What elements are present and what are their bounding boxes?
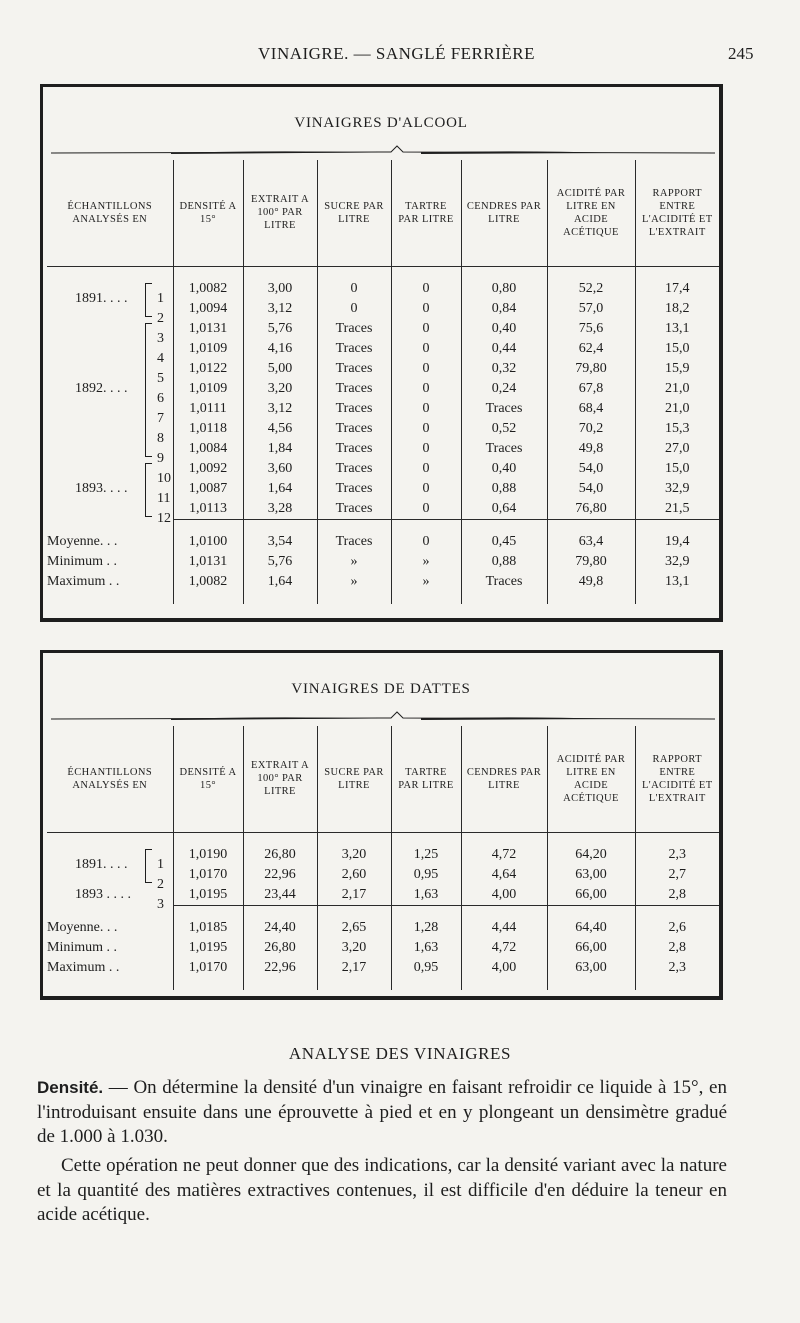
ratio-cell: 18,2 [635, 299, 719, 319]
sugar-cell: 0 [317, 279, 391, 299]
year-label: 1891. . . . [75, 290, 128, 306]
sugar-cell: 2,65 [317, 918, 391, 938]
sample-number: 6 [157, 390, 164, 406]
tartar-cell: 0 [391, 419, 461, 439]
table-row [47, 885, 719, 906]
ratio-cell: 15,3 [635, 419, 719, 439]
col-header-ash: CENDRES PAR LITRE [461, 726, 547, 832]
tartar-cell: 1,63 [391, 938, 461, 958]
spacer-row [47, 905, 719, 918]
acidity-cell: 62,4 [547, 339, 635, 359]
extract-cell: 3,12 [243, 399, 317, 419]
summary-row [47, 572, 719, 592]
sample-number: 10 [157, 470, 171, 486]
sample-number: 12 [157, 510, 171, 526]
ratio-cell: 21,0 [635, 379, 719, 399]
spacer-cell [391, 978, 461, 990]
extract-cell: 26,80 [243, 938, 317, 958]
density-cell: 1,0109 [173, 339, 243, 359]
ash-cell: 0,44 [461, 339, 547, 359]
extract-cell: 1,64 [243, 479, 317, 499]
spacer-cell [547, 592, 635, 604]
density-cell: 1,0170 [173, 865, 243, 885]
sample-cell [47, 499, 173, 526]
table-row [47, 459, 719, 479]
density-cell: 1,0190 [173, 845, 243, 865]
tartar-cell: 0,95 [391, 958, 461, 978]
summary-label: Moyenne. . . [47, 919, 118, 935]
sample-cell [47, 379, 173, 406]
ash-cell: 0,80 [461, 279, 547, 299]
spacer-cell [461, 905, 547, 918]
ash-cell: 4,44 [461, 918, 547, 938]
ratio-cell: 15,0 [635, 339, 719, 359]
ash-cell: 0,64 [461, 499, 547, 520]
paragraph-density [37, 1076, 727, 1150]
col-header-ash: CENDRES PAR LITRE [461, 160, 547, 266]
acidity-cell: 49,8 [547, 572, 635, 592]
spacer-cell [243, 832, 317, 845]
tartar-cell: 0 [391, 479, 461, 499]
ratio-cell: 21,5 [635, 499, 719, 520]
sugar-cell: Traces [317, 419, 391, 439]
extract-cell: 26,80 [243, 845, 317, 865]
summary-row [47, 958, 719, 978]
sample-number: 1 [157, 856, 164, 872]
ash-cell: Traces [461, 399, 547, 419]
sugar-cell: Traces [317, 459, 391, 479]
spacer-cell [317, 592, 391, 604]
ratio-cell: 15,9 [635, 359, 719, 379]
ratio-cell: 2,8 [635, 885, 719, 906]
decorative-swell-rule [51, 145, 715, 159]
sample-number: 8 [157, 430, 164, 446]
density-cell: 1,0087 [173, 479, 243, 499]
spacer-cell [391, 832, 461, 845]
acidity-cell: 54,0 [547, 459, 635, 479]
spacer-cell [547, 832, 635, 845]
tartar-cell: 0 [391, 459, 461, 479]
sugar-cell: Traces [317, 379, 391, 399]
extract-cell: 3,12 [243, 299, 317, 319]
spacer-cell [47, 519, 173, 532]
density-cell: 1,0109 [173, 379, 243, 399]
sugar-cell: 3,20 [317, 938, 391, 958]
summary-row [47, 532, 719, 552]
spacer-cell [47, 905, 173, 918]
tartar-cell: 0,95 [391, 865, 461, 885]
tartar-cell: 0 [391, 399, 461, 419]
ash-cell: 4,00 [461, 885, 547, 906]
spacer-cell [243, 519, 317, 532]
col-header-density: DENSITÉ A 15° [173, 726, 243, 832]
running-title: VINAIGRE. — SANGLÉ FERRIÈRE [258, 44, 535, 63]
ash-cell: 4,64 [461, 865, 547, 885]
table-row [47, 439, 719, 459]
ash-cell: 0,24 [461, 379, 547, 399]
sugar-cell: 2,60 [317, 865, 391, 885]
density-cell: 1,0131 [173, 319, 243, 339]
tartar-cell: » [391, 572, 461, 592]
density-cell: 1,0113 [173, 499, 243, 520]
date-vinegar-table [40, 650, 723, 1000]
spacer-cell [391, 905, 461, 918]
running-head [0, 44, 800, 68]
density-cell: 1,0094 [173, 299, 243, 319]
col-header-extract: EXTRAIT A 100° PAR LITRE [243, 160, 317, 266]
sugar-cell: 2,17 [317, 958, 391, 978]
col-header-sugar: SUCRE PAR LITRE [317, 726, 391, 832]
sample-cell [47, 459, 173, 496]
acidity-cell: 79,80 [547, 552, 635, 572]
year-label: 1892. . . . [75, 380, 128, 396]
spacer-cell [317, 978, 391, 990]
col-header-tartar: TARTRE PAR LITRE [391, 726, 461, 832]
table-row [47, 379, 719, 399]
spacer-row [47, 832, 719, 845]
spacer-cell [547, 905, 635, 918]
spacer-cell [173, 266, 243, 279]
col-header-sugar: SUCRE PAR LITRE [317, 160, 391, 266]
spacer-row [47, 978, 719, 990]
date-data-grid [47, 726, 719, 990]
paragraph-remark: Cette opération ne peut donner que des indications, car la densité variant avec la nature et la quantité des matières extractives contenues, il est difficile d'en déduire la teneur en acide acétique. [37, 1155, 727, 1225]
density-cell: 1,0082 [173, 279, 243, 299]
spacer-cell [547, 266, 635, 279]
extract-cell: 4,56 [243, 419, 317, 439]
col-header-ratio: RAPPORT ENTRE L'ACIDITÉ ET L'EXTRAIT [635, 726, 719, 832]
tartar-cell: 0 [391, 499, 461, 520]
extract-cell: 3,20 [243, 379, 317, 399]
ash-cell: Traces [461, 572, 547, 592]
extract-cell: 5,76 [243, 552, 317, 572]
ash-cell: 0,45 [461, 532, 547, 552]
sample-cell [47, 479, 173, 506]
summary-row [47, 552, 719, 572]
ratio-cell: 2,7 [635, 865, 719, 885]
table-row [47, 339, 719, 359]
spacer-cell [317, 832, 391, 845]
spacer-cell [461, 832, 547, 845]
ratio-cell: 2,6 [635, 918, 719, 938]
spacer-cell [635, 905, 719, 918]
spacer-cell [635, 978, 719, 990]
extract-cell: 3,60 [243, 459, 317, 479]
acidity-cell: 64,20 [547, 845, 635, 865]
summary-label: Maximum . . [47, 573, 120, 589]
sample-cell [47, 439, 173, 466]
sample-number: 7 [157, 410, 164, 426]
table-row [47, 319, 719, 339]
col-header-samples: ÉCHANTILLONS ANALYSÉS EN [47, 726, 173, 832]
tartar-cell: 1,28 [391, 918, 461, 938]
density-cell: 1,0084 [173, 439, 243, 459]
spacer-cell [391, 266, 461, 279]
spacer-cell [243, 905, 317, 918]
acidity-cell: 63,4 [547, 532, 635, 552]
sample-cell [47, 885, 173, 912]
sample-number: 2 [157, 876, 164, 892]
spacer-cell [47, 266, 173, 279]
table-row [47, 499, 719, 520]
acidity-cell: 75,6 [547, 319, 635, 339]
tartar-cell: » [391, 552, 461, 572]
acidity-cell: 67,8 [547, 379, 635, 399]
spacer-cell [635, 592, 719, 604]
spacer-cell [47, 592, 173, 604]
spacer-cell [317, 266, 391, 279]
summary-label: Moyenne. . . [47, 533, 118, 549]
extract-cell: 5,00 [243, 359, 317, 379]
spacer-cell [461, 592, 547, 604]
spacer-cell [243, 266, 317, 279]
sample-number: 1 [157, 290, 164, 306]
sample-cell [47, 299, 173, 326]
ash-cell: 0,84 [461, 299, 547, 319]
ratio-cell: 17,4 [635, 279, 719, 299]
sample-cell [47, 319, 173, 396]
ratio-cell: 13,1 [635, 319, 719, 339]
year-label: 1891. . . . [75, 856, 128, 872]
density-cell: 1,0092 [173, 459, 243, 479]
acidity-cell: 66,00 [547, 885, 635, 906]
sample-cell [47, 279, 173, 306]
spacer-cell [391, 519, 461, 532]
ratio-cell: 15,0 [635, 459, 719, 479]
extract-cell: 5,76 [243, 319, 317, 339]
spacer-cell [547, 519, 635, 532]
ash-cell: 4,72 [461, 845, 547, 865]
section-heading: ANALYSE DES VINAIGRES [288, 1044, 512, 1063]
year-label: 1893 . . . . [75, 886, 131, 902]
tartar-cell: 1,63 [391, 885, 461, 906]
extract-cell: 3,00 [243, 279, 317, 299]
extract-cell: 3,54 [243, 532, 317, 552]
spacer-cell [47, 978, 173, 990]
sugar-cell: 0 [317, 299, 391, 319]
table-row [47, 845, 719, 865]
ash-cell: 0,32 [461, 359, 547, 379]
sugar-cell: 2,17 [317, 885, 391, 906]
table-row [47, 279, 719, 299]
spacer-cell [173, 978, 243, 990]
ratio-cell: 2,3 [635, 845, 719, 865]
spacer-cell [317, 905, 391, 918]
acidity-cell: 70,2 [547, 419, 635, 439]
spacer-cell [317, 519, 391, 532]
tartar-cell: 0 [391, 532, 461, 552]
acidity-cell: 57,0 [547, 299, 635, 319]
sugar-cell: Traces [317, 532, 391, 552]
summary-row [47, 938, 719, 958]
sample-number: 11 [157, 490, 171, 506]
spacer-cell [243, 978, 317, 990]
table-row [47, 865, 719, 885]
acidity-cell: 79,80 [547, 359, 635, 379]
acidity-cell: 76,80 [547, 499, 635, 520]
summary-label: Minimum . . [47, 553, 118, 569]
acidity-cell: 54,0 [547, 479, 635, 499]
sample-number: 2 [157, 310, 164, 326]
spacer-cell [173, 832, 243, 845]
table-row [47, 479, 719, 499]
acidity-cell: 64,40 [547, 918, 635, 938]
col-header-samples: ÉCHANTILLONS ANALYSÉS EN [47, 160, 173, 266]
tartar-cell: 0 [391, 359, 461, 379]
density-cell: 1,0195 [173, 885, 243, 906]
sugar-cell: » [317, 572, 391, 592]
col-header-acidity: ACIDITÉ PAR LITRE EN ACIDE ACÉTIQUE [547, 726, 635, 832]
col-header-acidity: ACIDITÉ PAR LITRE EN ACIDE ACÉTIQUE [547, 160, 635, 266]
acidity-cell: 68,4 [547, 399, 635, 419]
summary-label: Minimum . . [47, 939, 118, 955]
spacer-cell [461, 519, 547, 532]
spacer-row [47, 519, 719, 532]
extract-cell: 1,64 [243, 572, 317, 592]
ratio-cell: 32,9 [635, 552, 719, 572]
ash-cell: 4,00 [461, 958, 547, 978]
sample-cell [47, 399, 173, 426]
ash-cell: 0,40 [461, 319, 547, 339]
page-number: 245 [728, 44, 754, 63]
acidity-cell: 63,00 [547, 958, 635, 978]
spacer-cell [173, 519, 243, 532]
ratio-cell: 2,8 [635, 938, 719, 958]
tartar-cell: 0 [391, 299, 461, 319]
sample-number: 4 [157, 350, 164, 366]
tartar-cell: 0 [391, 339, 461, 359]
spacer-cell [635, 519, 719, 532]
sugar-cell: Traces [317, 439, 391, 459]
spacer-row [47, 592, 719, 604]
density-cell: 1,0185 [173, 918, 243, 938]
ratio-cell: 27,0 [635, 439, 719, 459]
tartar-cell: 0 [391, 279, 461, 299]
col-header-density: DENSITÉ A 15° [173, 160, 243, 266]
ash-cell: 4,72 [461, 938, 547, 958]
density-cell: 1,0131 [173, 552, 243, 572]
summary-label: Maximum . . [47, 959, 120, 975]
extract-cell: 24,40 [243, 918, 317, 938]
extract-cell: 23,44 [243, 885, 317, 906]
spacer-cell [635, 832, 719, 845]
table-title: VINAIGRES D'ALCOOL [294, 115, 468, 131]
table-row [47, 299, 719, 319]
paragraph-text: — On détermine la densité d'un vinaigre en faisant refroidir ce liquide à 15°, en l'introduisant ensuite dans une éprouvette à pied et en y plongeant un densimètre gradué de 1.000 à 1.030. [37, 1077, 727, 1147]
sugar-cell: Traces [317, 339, 391, 359]
acidity-cell: 52,2 [547, 279, 635, 299]
sample-cell [47, 359, 173, 386]
spacer-row [47, 266, 719, 279]
density-cell: 1,0122 [173, 359, 243, 379]
sugar-cell: Traces [317, 499, 391, 520]
ratio-cell: 13,1 [635, 572, 719, 592]
extract-cell: 22,96 [243, 958, 317, 978]
tartar-cell: 0 [391, 439, 461, 459]
sugar-cell: 3,20 [317, 845, 391, 865]
spacer-cell [47, 832, 173, 845]
density-cell: 1,0195 [173, 938, 243, 958]
sample-number: 3 [157, 330, 164, 346]
sample-cell [47, 845, 173, 872]
summary-row [47, 918, 719, 938]
acidity-cell: 49,8 [547, 439, 635, 459]
table-row [47, 399, 719, 419]
sample-number: 5 [157, 370, 164, 386]
ash-cell: Traces [461, 439, 547, 459]
sugar-cell: » [317, 552, 391, 572]
spacer-cell [391, 592, 461, 604]
sugar-cell: Traces [317, 479, 391, 499]
tartar-cell: 0 [391, 379, 461, 399]
col-header-tartar: TARTRE PAR LITRE [391, 160, 461, 266]
col-header-ratio: RAPPORT ENTRE L'ACIDITÉ ET L'EXTRAIT [635, 160, 719, 266]
sugar-cell: Traces [317, 399, 391, 419]
alcohol-vinegar-table [40, 84, 723, 622]
ratio-cell: 19,4 [635, 532, 719, 552]
ratio-cell: 32,9 [635, 479, 719, 499]
density-cell: 1,0082 [173, 572, 243, 592]
lead-term: Densité. [37, 1078, 104, 1097]
tartar-cell: 0 [391, 319, 461, 339]
tartar-cell: 1,25 [391, 845, 461, 865]
density-cell: 1,0118 [173, 419, 243, 439]
sample-cell [47, 865, 173, 892]
extract-cell: 1,84 [243, 439, 317, 459]
sample-number: 3 [157, 896, 164, 912]
spacer-cell [635, 266, 719, 279]
table-row [47, 419, 719, 439]
ash-cell: 0,88 [461, 552, 547, 572]
spacer-cell [547, 978, 635, 990]
sugar-cell: Traces [317, 359, 391, 379]
sample-number: 9 [157, 450, 164, 466]
spacer-cell [173, 905, 243, 918]
table-row [47, 359, 719, 379]
acidity-cell: 66,00 [547, 938, 635, 958]
alcohol-data-grid [47, 160, 719, 604]
year-label: 1893. . . . [75, 480, 128, 496]
extract-cell: 4,16 [243, 339, 317, 359]
spacer-cell [243, 592, 317, 604]
spacer-cell [173, 592, 243, 604]
table-title: VINAIGRES DE DATTES [291, 681, 471, 697]
ratio-cell: 2,3 [635, 958, 719, 978]
decorative-swell-rule [51, 711, 715, 725]
sample-cell [47, 419, 173, 446]
density-cell: 1,0170 [173, 958, 243, 978]
acidity-cell: 63,00 [547, 865, 635, 885]
density-cell: 1,0100 [173, 532, 243, 552]
ratio-cell: 21,0 [635, 399, 719, 419]
extract-cell: 3,28 [243, 499, 317, 520]
spacer-cell [461, 266, 547, 279]
ash-cell: 0,52 [461, 419, 547, 439]
extract-cell: 22,96 [243, 865, 317, 885]
density-cell: 1,0111 [173, 399, 243, 419]
sugar-cell: Traces [317, 319, 391, 339]
col-header-extract: EXTRAIT A 100° PAR LITRE [243, 726, 317, 832]
ash-cell: 0,88 [461, 479, 547, 499]
sample-cell [47, 339, 173, 366]
ash-cell: 0,40 [461, 459, 547, 479]
spacer-cell [461, 978, 547, 990]
